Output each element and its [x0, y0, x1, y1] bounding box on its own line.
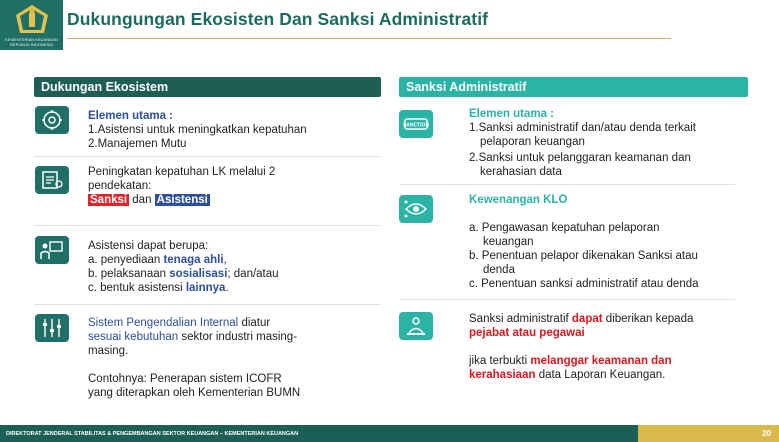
item-b-suffix: ; dan/atau	[227, 268, 279, 280]
item-c-prefix: c. bentuk asistensi	[88, 282, 186, 294]
gear-cycle-icon	[35, 106, 69, 134]
kerahasiaan-text: kerahasiaan	[469, 369, 536, 381]
right-block3-line2: pejabat atau pegawai	[469, 327, 585, 339]
left-block4-line3: masing.	[88, 345, 129, 357]
divider	[34, 304, 381, 305]
jika-text: jika terbukti	[469, 355, 531, 367]
left-block2-tags	[88, 193, 275, 207]
item-c-emphasis: lainnya	[185, 282, 226, 294]
sanction-stamp-icon	[399, 110, 433, 138]
sanksi-text: Sanksi administratif	[469, 313, 572, 325]
ministry-logo	[0, 0, 63, 50]
footer-bar	[0, 425, 638, 442]
page-title: Dukungungan Ekosisten Dan Sanksi Administratif	[67, 9, 489, 29]
right-block2	[469, 193, 699, 291]
data-laporan-text: data Laporan Keuangan.	[535, 369, 666, 381]
right-block2-item-a1: a. Pengawasan kepatuhan pelaporan	[469, 222, 660, 234]
right-block1-item1b: pelaporan keuangan	[480, 136, 585, 148]
title-underline	[67, 38, 671, 39]
inspection-eye-icon	[399, 195, 433, 223]
judge-icon	[399, 312, 433, 340]
divider	[34, 225, 381, 226]
divider	[399, 299, 735, 300]
left-block3-item-c	[88, 281, 279, 295]
sektor-text: sektor industri masing-	[178, 331, 298, 343]
left-block2-line1: Peningkatan kepatuhan LK melalui 2	[88, 166, 276, 178]
right-block3	[469, 312, 693, 382]
item-a-emphasis: tenaga ahli	[163, 254, 224, 266]
item-b-prefix: b. pelaksanaan	[88, 268, 170, 280]
right-block1-item1a: 1.Sanksi administratif dan/atau denda terkait	[469, 122, 696, 134]
page-number: 20	[762, 429, 771, 438]
item-a-suffix: ,	[223, 254, 227, 266]
tag-connector: dan	[132, 194, 152, 206]
logo-text: KEMENTERIAN KEUANGAN REPUBLIK INDONESIA	[5, 37, 58, 47]
item-b-emphasis: sosialisasi	[169, 268, 228, 280]
right-block1-heading: Elemen utama :	[469, 108, 554, 120]
right-block2-item-c1: c. Penentuan sanksi administratif atau denda	[469, 278, 699, 290]
left-block4	[88, 316, 300, 400]
right-block2-item-b2: denda	[483, 264, 515, 276]
panel-header-label: Dukungan Ekosistem	[41, 80, 169, 94]
footer-text: DIREKTORAT JENDERAL STABILITAS & PENGEMBANGAN SEKTOR KEUANGAN – KEMENTERIAN KEUANGAN	[6, 430, 299, 437]
item-c-suffix: .	[225, 282, 229, 294]
left-block4-example2: yang diterapkan oleh Kementerian BUMN	[88, 387, 301, 399]
footer-accent	[638, 425, 779, 442]
right-block2-item-b1: b. Penentuan pelapor dikenakan Sanksi atau	[469, 250, 698, 262]
diberikan-text: diberikan kepada	[602, 313, 694, 325]
left-block1-item1: 1.Asistensi untuk meningkatkan kepatuhan	[88, 124, 307, 136]
asistensi-tag: Asistensi	[156, 194, 208, 206]
footer	[0, 425, 779, 442]
left-block3-item-a	[88, 253, 279, 267]
panel-header-dukungan-ekosistem	[34, 77, 381, 97]
emblem-icon	[12, 3, 52, 37]
sesuai-kebutuhan-text: sesuai kebutuhan	[88, 331, 179, 343]
left-block3	[88, 239, 279, 295]
spi-text: Sistem Pengendalian Internal	[88, 317, 239, 329]
left-block2	[88, 165, 275, 207]
right-block3-line4	[469, 368, 693, 382]
left-block4-example1: Contohnya: Penerapan sistem ICOFR	[88, 373, 282, 385]
right-block2-item-a2: keuangan	[483, 236, 534, 248]
spacer	[88, 358, 300, 372]
sanksi-tag: Sanksi	[90, 194, 128, 206]
control-sliders-icon	[35, 314, 69, 342]
divider	[399, 184, 735, 185]
right-block3-line3	[469, 354, 693, 368]
melanggar-text: melanggar keamanan dan	[530, 355, 672, 367]
left-block1	[88, 109, 307, 151]
right-block1-item2b: kerahasian data	[480, 166, 562, 178]
divider	[34, 156, 381, 157]
left-block1-item2: 2.Manajemen Mutu	[88, 138, 187, 150]
left-block2-line2: pendekatan:	[88, 180, 152, 192]
right-block2-heading: Kewenangan KLO	[469, 194, 568, 206]
svg-text:SANCTION: SANCTION	[403, 122, 429, 129]
certificate-icon	[35, 166, 69, 194]
presenter-icon	[35, 236, 69, 264]
right-block3-line1	[469, 312, 693, 326]
panel-header-sanksi-administratif	[399, 77, 748, 97]
left-block4-line2	[88, 330, 300, 344]
right-block1	[469, 107, 696, 179]
spacer	[469, 207, 699, 221]
left-block3-item-b	[88, 267, 279, 281]
left-block4-line1	[88, 316, 300, 330]
left-block3-intro: Asistensi dapat berupa:	[88, 240, 209, 252]
dapat-text: dapat	[571, 313, 603, 325]
right-block1-item2a: 2.Sanksi untuk pelanggaran keamanan dan	[469, 152, 691, 164]
item-a-prefix: a. penyediaan	[88, 254, 164, 266]
spacer	[469, 340, 693, 354]
left-block1-heading: Elemen utama :	[88, 110, 173, 122]
diatur-text: diatur	[238, 317, 271, 329]
panel-header-label: Sanksi Administratif	[406, 80, 527, 94]
